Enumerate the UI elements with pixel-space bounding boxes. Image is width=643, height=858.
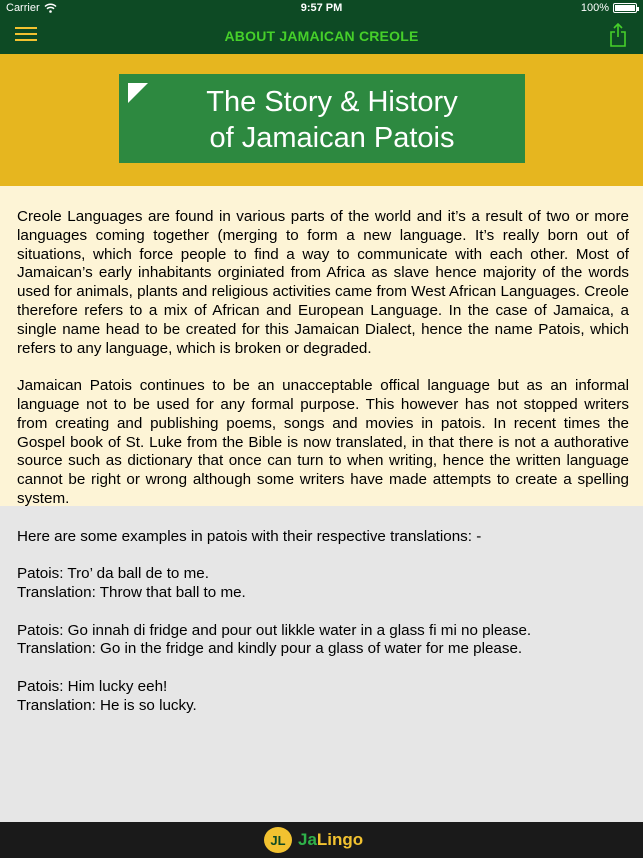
status-bar <box>0 0 643 18</box>
header-banner <box>0 54 643 186</box>
jalingo-logo <box>264 827 363 853</box>
example-item <box>17 565 629 603</box>
example-patois: Patois: Go innah di fridge and pour out likkle water in a glass fi mi no please. <box>17 621 532 639</box>
banner-card <box>119 74 525 163</box>
article-content[interactable] <box>0 186 643 822</box>
example-patois: Patois: Tro’ da ball de to me. <box>17 565 209 583</box>
share-icon[interactable] <box>609 23 627 47</box>
logo-text-ja: Ja <box>298 830 317 849</box>
banner-title-line1: The Story & History <box>206 86 458 118</box>
nav-bar <box>0 18 643 54</box>
example-translation: Translation: He is so lucky. <box>17 696 197 714</box>
example-patois: Patois: Him lucky eeh! <box>17 677 168 695</box>
banner-title-line2: of Jamaican Patois <box>209 122 455 154</box>
battery-percent: 100% <box>580 2 609 14</box>
article-text <box>17 208 629 734</box>
paragraph-2: Jamaican Patois continues to be an unacceptable offical language but as an informal language not to be used for any formal purpose. This however has not stopped writers from creating and publishing poems, songs and movies in patois. In recent times the Gospel book of St. Luke from the Bible is now translated, in that there is not a authorative source such as dictionary that once can turn to when writing, hence the written language cannot be right or wrong although some writers have made attempts to create a spelling system. <box>17 377 629 507</box>
page-title: ABOUT JAMAICAN CREOLE <box>224 28 419 44</box>
logo-text-lingo: Lingo <box>316 830 364 849</box>
example-item <box>17 622 629 660</box>
footer-bar <box>0 822 643 858</box>
example-translation: Translation: Go in the fridge and kindly pour a glass of water for me please. <box>17 640 523 658</box>
logo-text <box>298 830 363 850</box>
carrier-label: Carrier <box>6 2 40 14</box>
example-translation: Translation: Throw that ball to me. <box>17 583 246 601</box>
examples-intro: Here are some examples in patois with their respective translations: - <box>17 527 482 545</box>
logo-badge-icon: JL <box>264 827 292 853</box>
battery-icon <box>613 3 637 13</box>
status-time: 9:57 PM <box>300 2 343 14</box>
example-item <box>17 678 629 716</box>
status-right <box>581 2 637 14</box>
paragraph-1: Creole Languages are found in various parts of the world and it’s a result of two or more languages coming together (merging to form a new language. It’s really born out of situations, which force people to find a way to communicate with each other. Most of Jamaican’s early inhabitants orginiated from Africa as slave hence majority of the words used for animals, plants and religious activities came from West African Languages. Creole therefore refers to a mix of African and European Language. In the case of Jamaica, a single name head to be created for this Jamaican Dialect, hence the name Patois, which refers to any language, which is broken or degraded. <box>17 208 629 357</box>
